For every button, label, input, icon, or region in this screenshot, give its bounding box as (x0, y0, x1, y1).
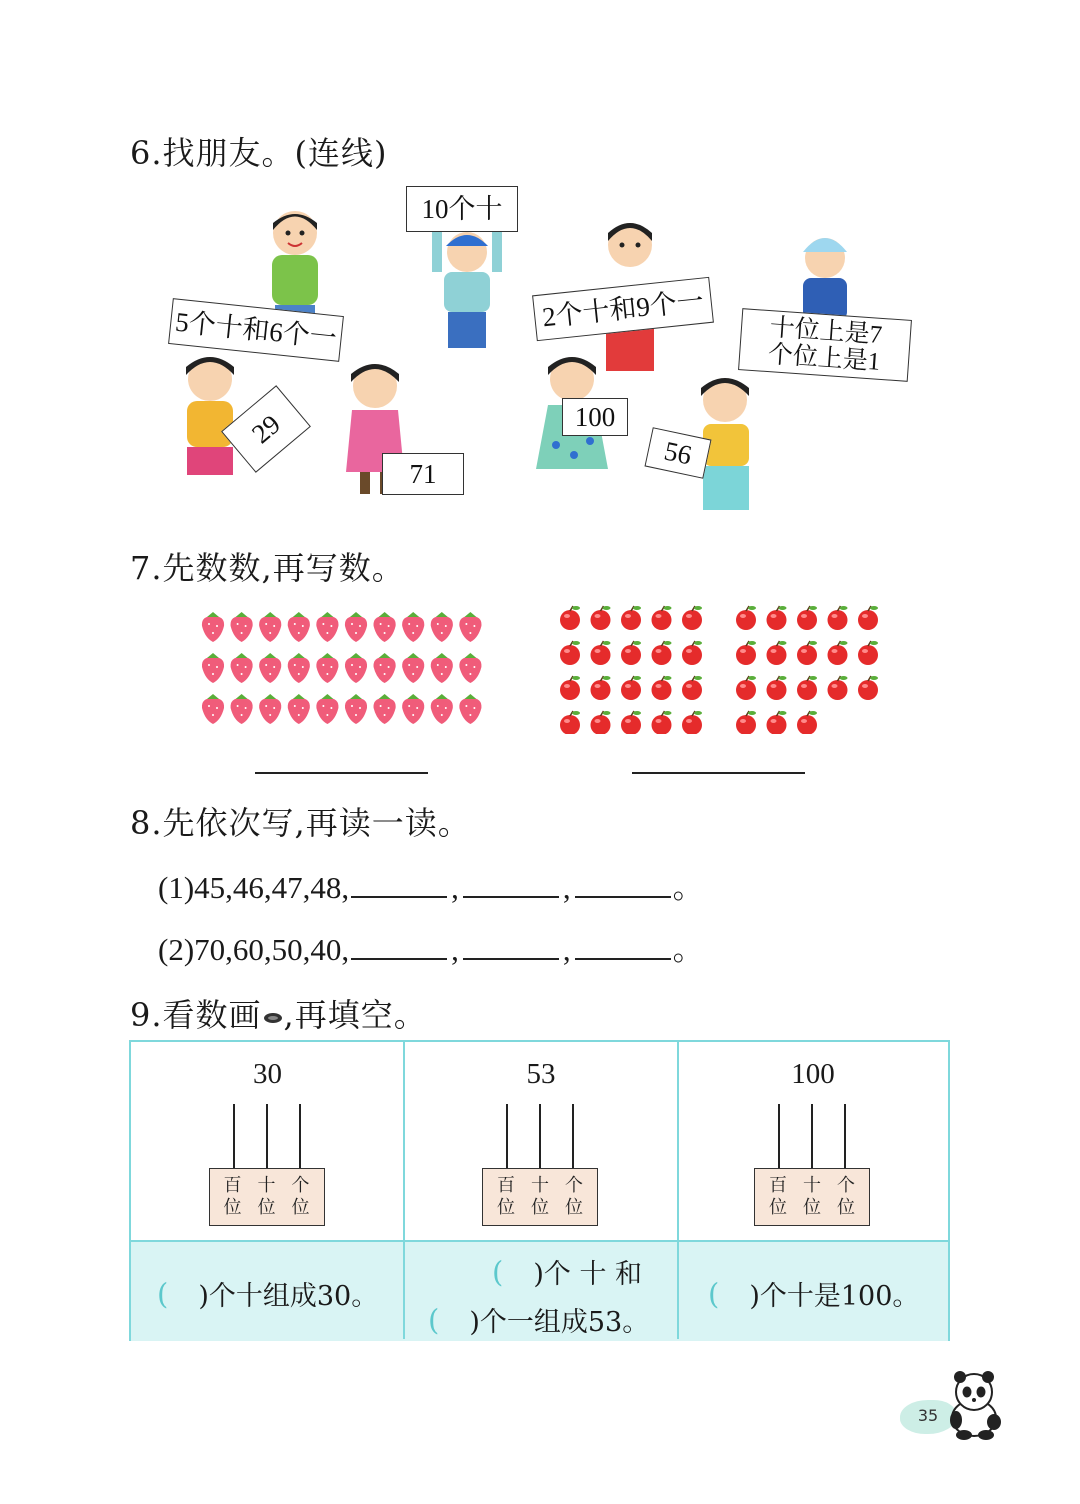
apple-icon (621, 641, 641, 665)
tens-rod[interactable] (539, 1104, 541, 1170)
strawberry-icon (431, 653, 453, 683)
fill-cell-53 (404, 1240, 678, 1341)
strawberry-icon (259, 694, 281, 724)
abacus-table (129, 1040, 950, 1341)
fill-text-53-line2: )个一组成53。 (469, 1307, 650, 1338)
fill-text-53-line1: )个 十 和 (533, 1259, 643, 1290)
panda-mascot-illustration (938, 1368, 1008, 1440)
page-number: 35 (917, 1406, 939, 1425)
column-divider (677, 1042, 679, 1339)
sequence-1 (158, 862, 704, 907)
tens-label: 十 位 (803, 1175, 821, 1218)
apple-icon (858, 606, 878, 630)
card-29: 29 (221, 385, 311, 473)
fill-text-30: )个十组成30。 (198, 1281, 379, 1312)
apple-icon (767, 711, 787, 734)
open-paren: ( (708, 1276, 720, 1311)
strawberry-icon (316, 653, 338, 683)
answer-line-strawberries[interactable] (255, 772, 428, 774)
apple-icon (560, 641, 580, 665)
abacus-cell-53 (404, 1042, 678, 1240)
strawberry-icon (431, 612, 453, 642)
abacus-number: 30 (253, 1058, 282, 1090)
apple-icon (828, 606, 848, 630)
hundreds-rod[interactable] (233, 1104, 235, 1170)
question-9-title (130, 990, 427, 1036)
open-paren: ( (157, 1276, 169, 1311)
fill-cell-30 (131, 1240, 404, 1341)
apple-icon (858, 641, 878, 665)
strawberry-icon (231, 612, 253, 642)
apple-icon (591, 641, 611, 665)
ones-rod[interactable] (844, 1104, 846, 1170)
fill-cell-100 (678, 1240, 948, 1341)
question-9-title-tail: ,再填空。 (283, 996, 427, 1034)
apple-icon (736, 676, 756, 700)
apple-group-left (556, 604, 706, 734)
abacus-counter[interactable] (754, 1104, 872, 1228)
apple-icon (682, 641, 702, 665)
apple-icon (591, 711, 611, 734)
sequence-2-blank-3[interactable] (575, 932, 671, 960)
apple-icon (621, 676, 641, 700)
card-two-tens-nine-ones: 2个十和9个一 (532, 277, 714, 341)
hundreds-rod[interactable] (506, 1104, 508, 1170)
apple-icon (858, 676, 878, 700)
strawberry-icon (345, 612, 367, 642)
comma: , (451, 932, 459, 967)
sequence-1-blank-1[interactable] (351, 870, 447, 898)
boy-blue-cap-illustration (422, 222, 512, 362)
abacus-base (754, 1168, 870, 1226)
strawberry-icon (288, 612, 310, 642)
sequence-2-numbers: 70,60,50,40, (194, 932, 350, 967)
apple-icon (797, 641, 817, 665)
strawberry-icon (345, 653, 367, 683)
fill-sentence-53-line2 (428, 1300, 649, 1339)
comma: , (562, 870, 571, 905)
hundreds-rod[interactable] (778, 1104, 780, 1170)
apple-icon (797, 711, 817, 734)
strawberry-icon (316, 694, 338, 724)
strawberry-icon (259, 653, 281, 683)
answer-line-apples[interactable] (632, 772, 805, 774)
question-9-title-head: 9.看数画 (130, 996, 262, 1034)
apple-icon (682, 711, 702, 734)
strawberry-icon (202, 653, 224, 683)
apple-icon (767, 641, 787, 665)
comma: , (451, 870, 459, 905)
question-8-title: 8.先依次写,再读一读。 (130, 804, 471, 842)
fill-sentence-53-line1 (492, 1252, 642, 1291)
fill-sentence-100 (708, 1274, 919, 1313)
sequence-2-label: (2) (158, 932, 195, 967)
abacus-number: 100 (791, 1058, 835, 1090)
apple-icon (560, 676, 580, 700)
tens-label: 十 位 (531, 1175, 549, 1218)
kids-scene (160, 180, 920, 530)
hundreds-label: 百 位 (769, 1175, 787, 1218)
card-56: 56 (644, 427, 711, 479)
strawberry-icon (459, 694, 481, 724)
abacus-counter[interactable] (209, 1104, 327, 1228)
ones-label: 个 位 (837, 1175, 855, 1218)
apple-icon (591, 676, 611, 700)
ones-rod[interactable] (572, 1104, 574, 1170)
card-tens-seven-ones-one (738, 308, 912, 382)
sequence-2-blank-2[interactable] (463, 932, 559, 960)
apple-icon (652, 676, 672, 700)
strawberry-icon (259, 612, 281, 642)
strawberry-icon (345, 694, 367, 724)
apple-icon (560, 606, 580, 630)
strawberry-icon (374, 694, 396, 724)
apple-group-right (732, 604, 882, 734)
open-paren: ( (492, 1254, 504, 1289)
card-five-tens-six-ones: 5个十和6个一 (168, 298, 344, 362)
strawberry-icon (231, 694, 253, 724)
apple-icon (621, 711, 641, 734)
sequence-1-blank-2[interactable] (463, 870, 559, 898)
abacus-cell-30 (131, 1042, 404, 1240)
card-ones-line: 个位上是1 (766, 341, 882, 376)
tens-rod[interactable] (266, 1104, 268, 1170)
strawberry-icon (316, 612, 338, 642)
question-7-title: 7.先数数,再写数。 (130, 549, 405, 587)
abacus-base (482, 1168, 598, 1226)
strawberry-icon (431, 694, 453, 724)
abacus-cell-100 (678, 1042, 948, 1240)
sequence-2 (158, 924, 704, 969)
fill-sentence-30 (157, 1274, 378, 1313)
apple-icon (652, 606, 672, 630)
card-tens-line: 十位上是7 (768, 314, 883, 349)
abacus-base (209, 1168, 325, 1226)
question-6-title: 6.找朋友。(连线) (130, 134, 388, 172)
fill-text-100: )个十是100。 (749, 1281, 920, 1312)
sequence-2-blank-1[interactable] (351, 932, 447, 960)
strawberry-icon (402, 612, 424, 642)
hundreds-label: 百 位 (497, 1175, 515, 1218)
sequence-1-end: 。 (672, 870, 704, 905)
strawberry-icon (402, 694, 424, 724)
hundreds-label: 百 位 (223, 1175, 242, 1218)
apple-icon (767, 606, 787, 630)
apple-icon (828, 676, 848, 700)
apple-icon (828, 641, 848, 665)
apple-icon (736, 641, 756, 665)
ones-rod[interactable] (299, 1104, 301, 1170)
strawberry-icon (374, 612, 396, 642)
apple-icon (682, 606, 702, 630)
strawberry-icon (459, 653, 481, 683)
abacus-number: 53 (526, 1058, 556, 1090)
strawberry-icon (202, 694, 224, 724)
sequence-1-blank-3[interactable] (575, 870, 671, 898)
comma: , (562, 932, 571, 967)
apple-icon (621, 606, 641, 630)
card-100: 100 (562, 398, 628, 436)
bead-icon (262, 1011, 284, 1025)
apple-icon (591, 606, 611, 630)
open-paren: ( (428, 1302, 440, 1337)
ones-label: 个 位 (291, 1175, 310, 1218)
tens-rod[interactable] (811, 1104, 813, 1170)
strawberry-icon (374, 653, 396, 683)
tens-label: 十 位 (257, 1175, 276, 1218)
apple-icon (736, 606, 756, 630)
abacus-counter[interactable] (482, 1104, 600, 1228)
strawberry-icon (459, 612, 481, 642)
apple-icon (652, 711, 672, 734)
apple-icon (560, 711, 580, 734)
column-divider (403, 1042, 405, 1339)
apple-icon (797, 606, 817, 630)
strawberry-icon (202, 612, 224, 642)
strawberry-icon (288, 653, 310, 683)
apple-icon (652, 641, 672, 665)
strawberry-icon (402, 653, 424, 683)
card-ten-tens: 10个十 (406, 186, 518, 232)
strawberry-group (198, 610, 488, 730)
strawberry-icon (231, 653, 253, 683)
card-71: 71 (382, 453, 464, 495)
ones-label: 个 位 (565, 1175, 583, 1218)
apple-icon (682, 676, 702, 700)
apple-icon (797, 676, 817, 700)
sequence-2-end: 。 (672, 932, 704, 967)
sequence-1-label: (1) (158, 870, 195, 905)
apple-icon (736, 711, 756, 734)
strawberry-icon (288, 694, 310, 724)
sequence-1-numbers: 45,46,47,48, (194, 870, 350, 905)
apple-icon (767, 676, 787, 700)
